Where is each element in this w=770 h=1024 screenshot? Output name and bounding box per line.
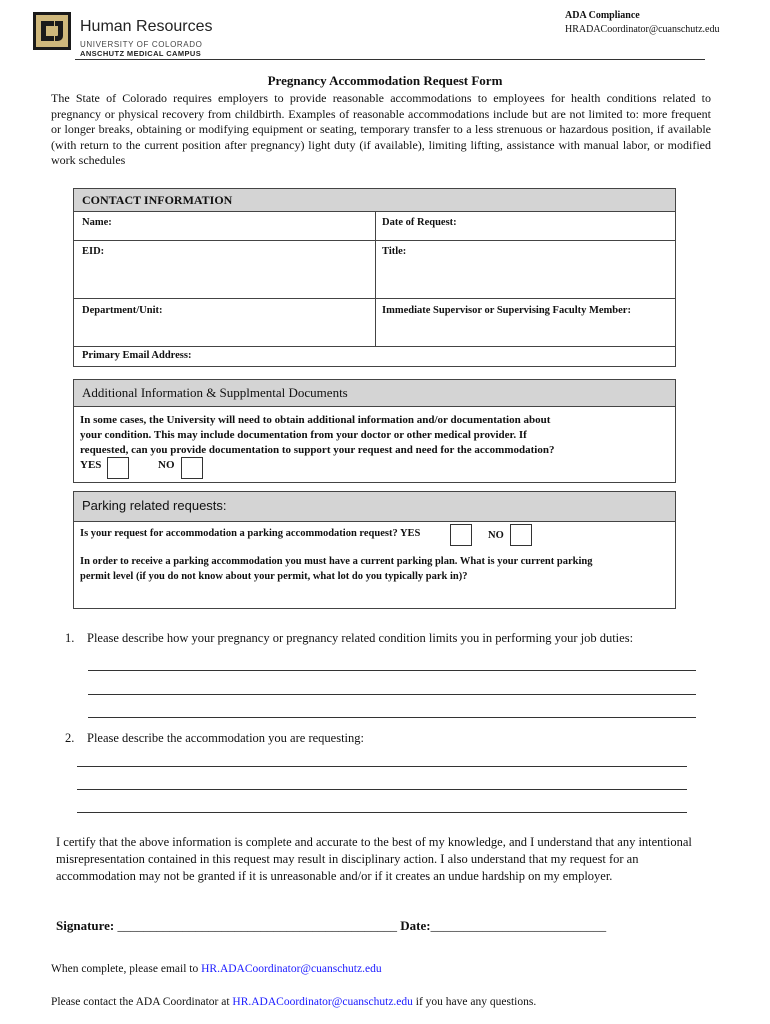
no-label: NO [158, 459, 175, 471]
contact-instructions [51, 996, 536, 1008]
supervisor-field[interactable]: Immediate Supervisor or Supervising Faculty Member: [382, 305, 631, 316]
parking-header: Parking related requests: [74, 492, 675, 522]
certification-text: I certify that the above information is complete and accurate to the best of my knowledge, and I understand that any intentional misrepresentation contained in this request may result in disciplinary action. I also understand that my request for an accommodation may not be granted if it is unreasonable and/or if it creates an undue hardship on my employer. [56, 835, 692, 883]
signature-row [56, 918, 606, 934]
answer-line[interactable] [88, 670, 696, 671]
date-label: Date: [400, 918, 431, 933]
column-divider [375, 212, 376, 346]
additional-text-2: your condition. This may include documentation from your doctor or other medical provider. If [80, 429, 527, 441]
docs-no-checkbox[interactable] [181, 457, 203, 479]
cu-logo [33, 12, 71, 50]
date-line[interactable]: ___________________________ [430, 918, 607, 933]
footer-text: if you have any questions. [412, 996, 537, 1008]
eid-field[interactable]: EID: [82, 246, 105, 257]
signature-label: Signature: [56, 918, 115, 933]
contact-information-table [73, 188, 676, 367]
additional-text-3: requested, can you provide documentation to support your request and need for the accommodation? [80, 444, 555, 456]
ada-compliance-title: ADA Compliance [565, 10, 640, 21]
question-1-number: 1. [65, 631, 75, 645]
parking-section [73, 491, 676, 609]
submit-instructions [51, 963, 382, 975]
name-field[interactable]: Name: [82, 217, 112, 228]
question-2-text: Please describe the accommodation you are requesting: [87, 731, 364, 745]
docs-yes-checkbox[interactable] [107, 457, 129, 479]
answer-line[interactable] [77, 812, 687, 813]
submit-email-link[interactable]: HR.ADACoordinator@cuanschutz.edu [201, 963, 382, 975]
form-title: Pregnancy Accommodation Request Form [267, 73, 503, 88]
answer-line[interactable] [77, 766, 687, 767]
contact-email-link[interactable]: HR.ADACoordinator@cuanschutz.edu [232, 996, 413, 1008]
additional-info-section [73, 379, 676, 483]
parking-text-2: permit level (if you do not know about your permit, what lot do you typically park in)? [80, 571, 468, 582]
question-2-number: 2. [65, 731, 75, 745]
footer-text: When complete, please email to [51, 963, 202, 975]
email-field[interactable]: Primary Email Address: [82, 350, 192, 361]
signature-line[interactable]: ___________________________________________ [117, 918, 398, 933]
header-divider [75, 59, 705, 60]
campus-name: ANSCHUTZ MEDICAL CAMPUS [80, 49, 202, 58]
intro-paragraph: The State of Colorado requires employers to provide reasonable accommodations to employees for health conditions related to pregnancy or physical recovery from childbirth. Examples of reasonable accommodations include but are not limited to: more frequent or longer breaks, obtaining or modifying equipment or seating, temporary transfer to a less strenuous or hazardous position, if available (with return to the current position after pregnancy) light duty (if available), limiting lifting, assistance with manual labor, or modified work schedules [51, 91, 711, 167]
org-title: Human Resources [80, 18, 213, 35]
parking-text-1: In order to receive a parking accommodation you must have a current parking plan. What is your current parking [80, 556, 593, 567]
title-field[interactable]: Title: [382, 246, 407, 257]
parking-no-checkbox[interactable] [510, 524, 532, 546]
yes-label: YES [80, 459, 102, 471]
footer-text: Please contact the ADA Coordinator at [51, 996, 233, 1008]
question-1-text: Please describe how your pregnancy or pregnancy related condition limits you in performing your job duties: [87, 631, 634, 645]
answer-line[interactable] [88, 694, 696, 695]
additional-info-header: Additional Information & Supplmental Documents [74, 380, 675, 407]
contact-header: CONTACT INFORMATION [74, 189, 675, 212]
parking-yes-checkbox[interactable] [450, 524, 472, 546]
parking-no-label: NO [488, 530, 504, 541]
parking-question: Is your request for accommodation a parking accommodation request? YES [80, 528, 421, 539]
divider [74, 346, 675, 347]
university-name: UNIVERSITY OF COLORADO [80, 40, 203, 49]
department-field[interactable]: Department/Unit: [82, 305, 163, 316]
date-of-request-field[interactable]: Date of Request: [382, 217, 457, 228]
ada-email[interactable]: HRADACoordinator@cuanschutz.edu [565, 24, 720, 35]
answer-line[interactable] [88, 717, 696, 718]
answer-line[interactable] [77, 789, 687, 790]
additional-text-1: In some cases, the University will need to obtain additional information and/or documentation about [80, 414, 551, 426]
